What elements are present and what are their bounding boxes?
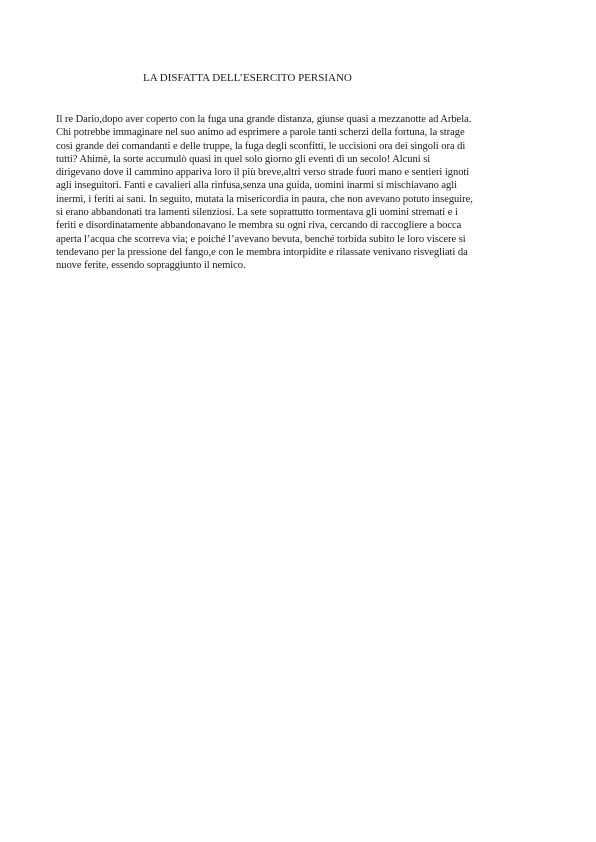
paragraph-line: tutti? Ahimè, la sorte accumulò quasi in quel solo giorno gli eventi di un secolo! Alcuni si — [56, 153, 431, 165]
document-paragraph — [56, 113, 542, 273]
paragraph-line: dirigevano dove il cammino appariva loro il più breve,altri verso strade fuori mano e sentieri ignoti — [56, 167, 470, 179]
paragraph-line: agli inseguitori. Fanti e cavalieri alla rinfusa,senza una guida, uomini inarmi si mischiavano agli — [56, 180, 457, 192]
paragraph-line: aperta l’acqua che scorreva via; e poiché l’avevano bevuta, benché torbida subito le loro viscere si — [56, 233, 466, 245]
document-title: LA DISFATTA DELL’ESERCITO PERSIANO — [143, 72, 352, 84]
paragraph-line: Il re Dario,dopo aver coperto con la fuga una grande distanza, giunse quasi a mezzanotte ad Arbela. — [56, 114, 472, 125]
paragraph-line: Chi potrebbe immaginare nel suo animo ad esprimere a parole tanti scherzi della fortuna, la strage — [56, 127, 465, 139]
paragraph-line: così grande dei comandanti e delle truppe, la fuga degli sconfitti, le uccisioni ora dei singoli ora di — [56, 140, 466, 152]
paragraph-line: si erano abbandonati tra lamenti silenziosi. La sete soprattutto tormentava gli uomini stremati e i — [56, 207, 458, 219]
paragraph-line: feriti e disordinatamente abbandonavano le membra su ogni riva, cercando di raccogliere a bocca — [56, 220, 462, 232]
paragraph-line: nuove ferite, essendo sopraggiunto il nemico. — [56, 260, 246, 272]
paragraph-line: inermi, i feriti ai sani. In seguito, mutata la misericordia in paura, che non avevano potuto inseguire, — [56, 193, 473, 205]
paragraph-line: tendevano per la pressione del fango,e con le membra intorpidite e rilassate venivano risvegliati da — [56, 246, 468, 258]
